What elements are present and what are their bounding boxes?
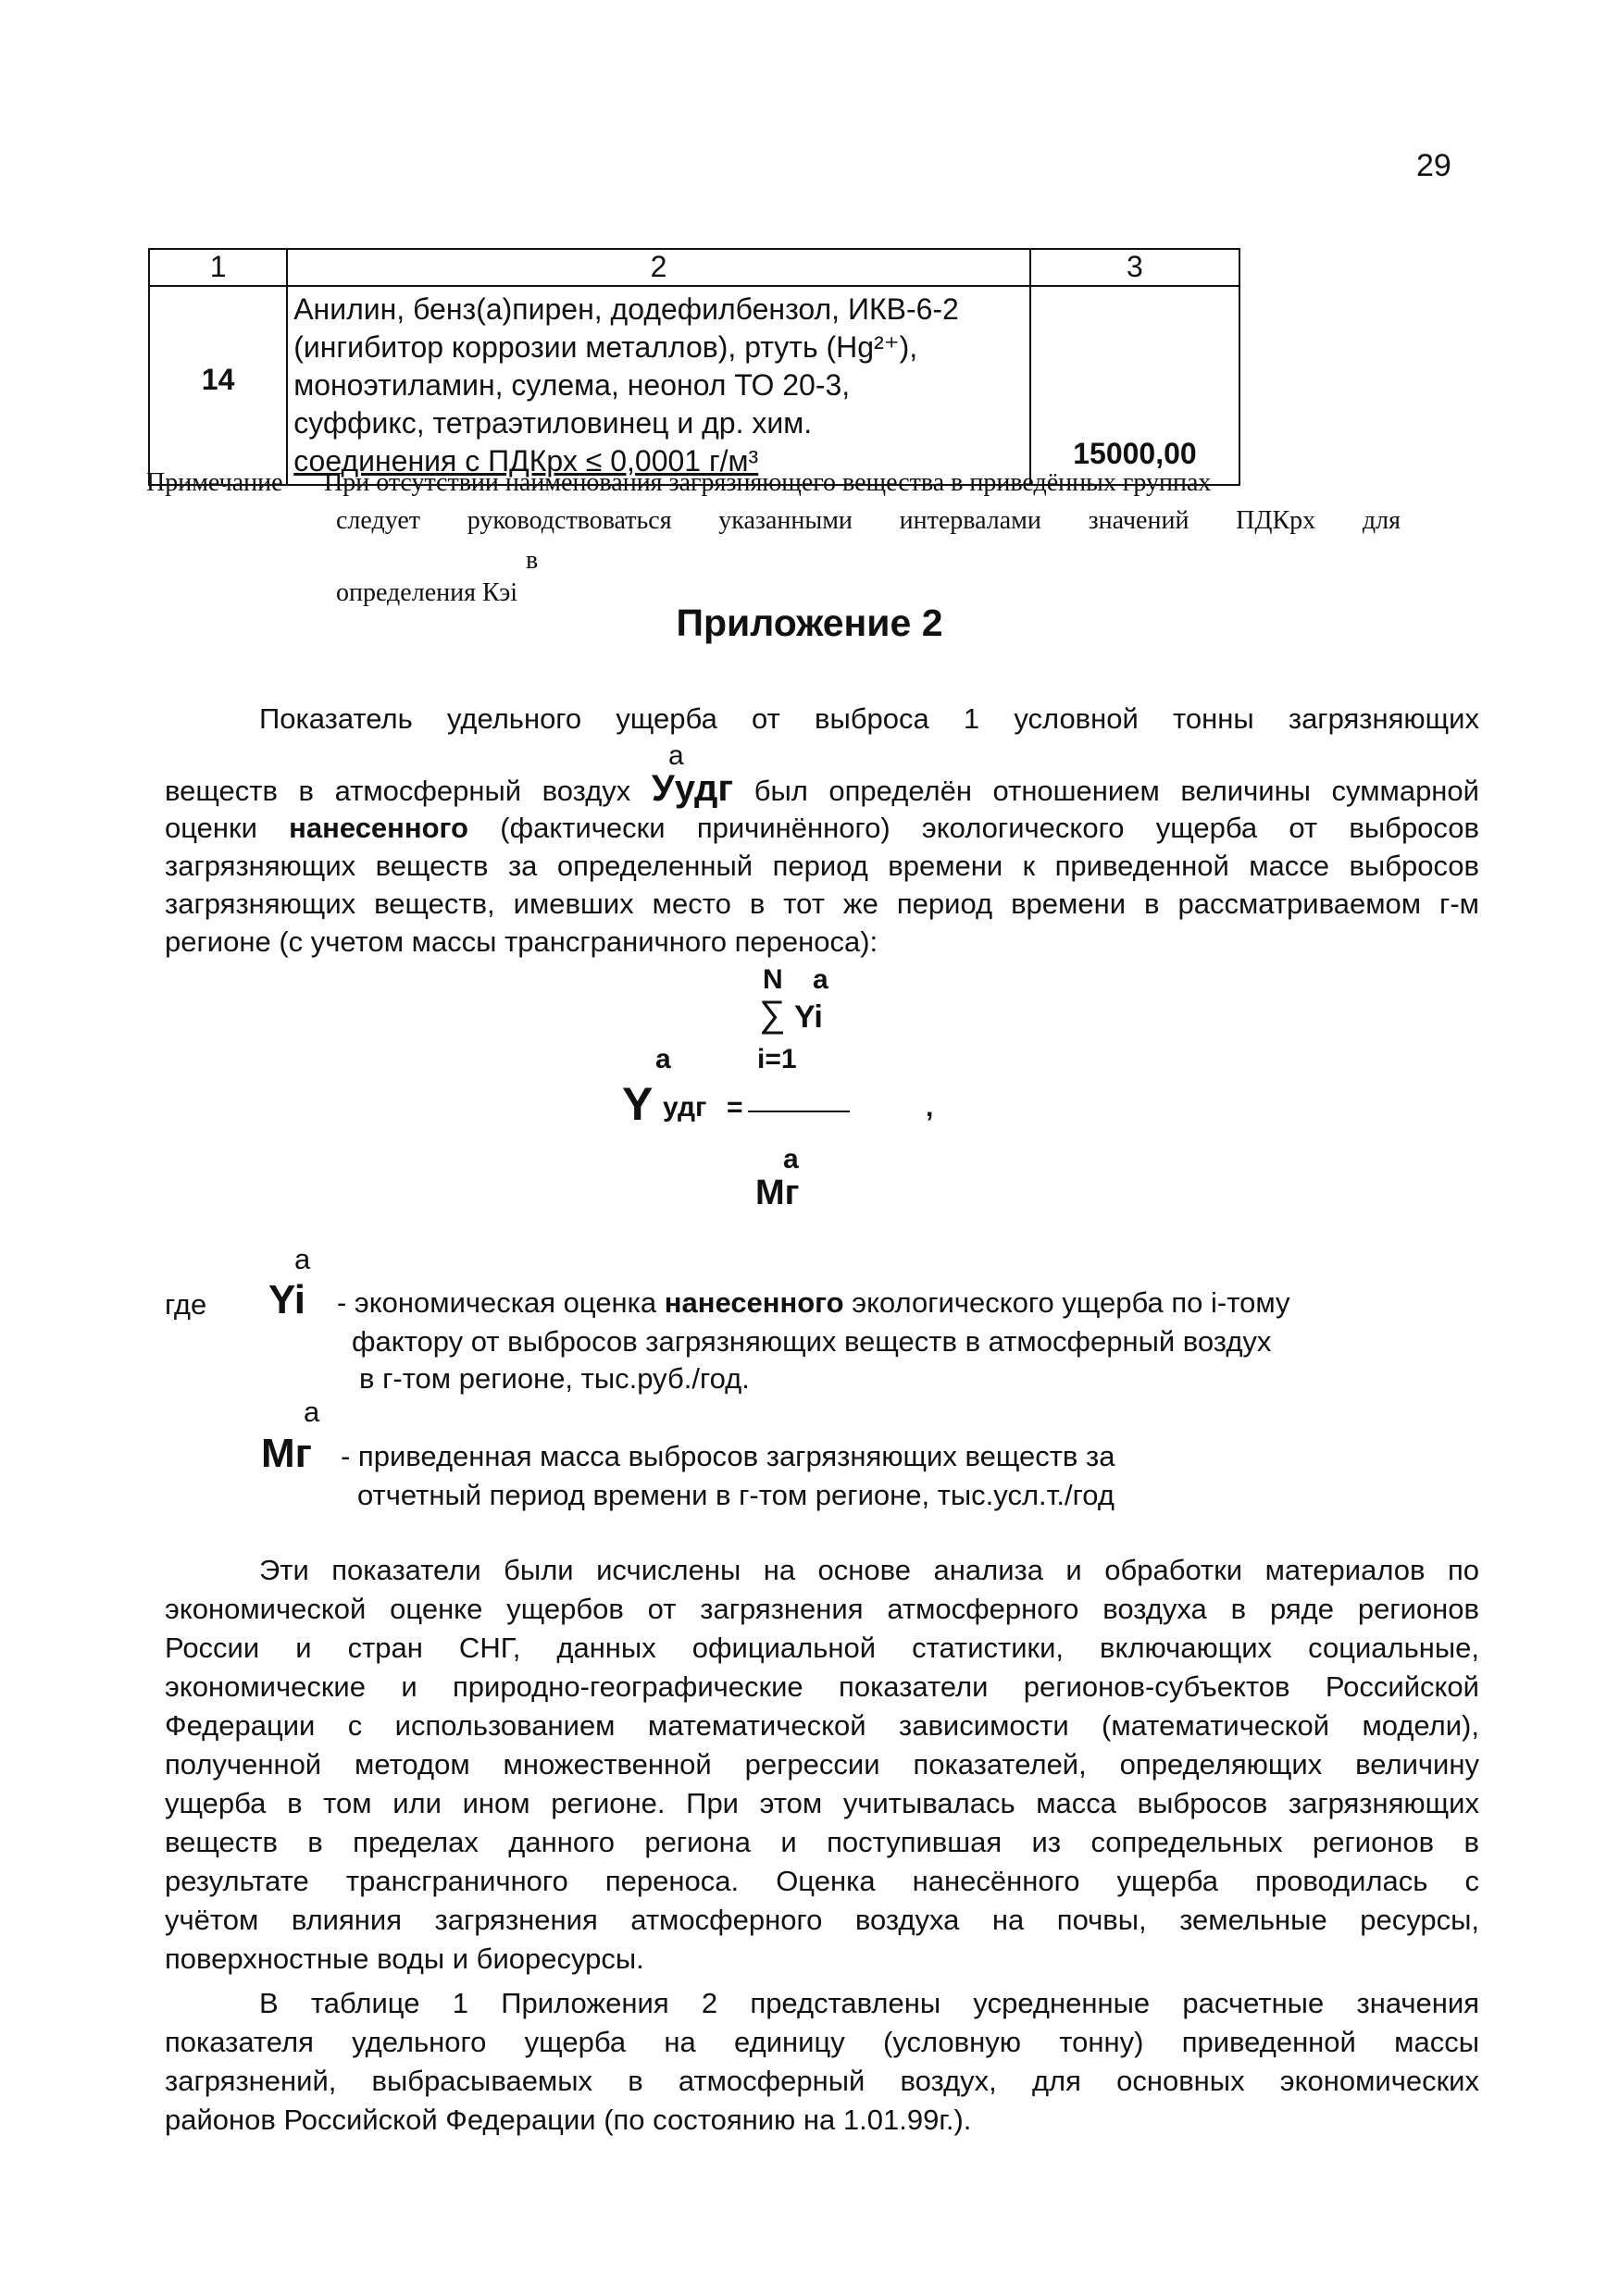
superscript-a: а	[783, 1144, 799, 1174]
superscript-a: а	[813, 964, 828, 995]
superscript-a: а	[304, 1396, 320, 1428]
text-span: - экономическая оценка	[337, 1286, 657, 1319]
row-number: 14	[149, 286, 287, 485]
formula-lhs-sub: удг	[663, 1092, 707, 1123]
page-number: 29	[1416, 148, 1451, 183]
bold-text: нанесенного	[289, 812, 468, 844]
paragraph-line: поверхностные воды и биоресурсы.	[165, 1942, 644, 1975]
table-header-cell: 2	[287, 249, 1030, 286]
table-header-cell: 1	[149, 249, 287, 286]
legend-line	[337, 1286, 1290, 1320]
table-row	[149, 286, 1239, 485]
legend-line: отчетный период времени в г-том регионе, тыс.усл.т./год	[357, 1479, 1115, 1511]
paragraph-line: учётом влияния загрязнения атмосферного воздуха на почвы, земельные ресурсы,	[165, 1904, 1479, 1936]
text-span: веществ в атмосферный воздух	[165, 775, 631, 807]
equals-sign: =	[727, 1092, 743, 1123]
text-span: был определён отношением величины суммарной	[753, 775, 1479, 807]
paragraph-line: районов Российской Федерации (по состоянию на 1.01.99г.).	[165, 2104, 972, 2136]
specific-damage-symbol: Уудг	[651, 768, 734, 809]
paragraph-line: регионе (с учетом массы трансграничного переноса):	[165, 925, 878, 958]
sum-lower-limit: i=1	[757, 1044, 797, 1074]
sum-upper-limit: N	[763, 964, 783, 995]
paragraph-line: ущерба в том или ином регионе. При этом учитывалась масса выбросов загрязняющих	[165, 1787, 1479, 1819]
text-span: экологического ущерба по i-тому	[852, 1286, 1290, 1319]
superscript-a: а	[294, 1243, 311, 1275]
paragraph-line: Показатель удельного ущерба от выброса 1 условной тонны загрязняющих	[259, 702, 1479, 735]
superscript-a: а	[668, 740, 684, 771]
coefficient-value: 15000,00	[1030, 286, 1239, 485]
paragraph-line: Эти показатели были исчислены на основе анализа и обработки материалов по	[259, 1554, 1479, 1586]
y-symbol: Yi	[268, 1277, 305, 1322]
substance-line: соединения с ПДКрх ≤ 0,0001 г/м³	[293, 444, 759, 478]
note-label: Примечание	[146, 468, 283, 497]
substance-line: Анилин, бенз(а)пирен, додефилбензол, ИКВ-6-2	[293, 292, 959, 326]
legend-line: в г-том регионе, тыс.руб./год.	[359, 1362, 750, 1395]
note-line: следует руководствоваться указанными интервалами значений ПДКрх для	[336, 506, 1401, 535]
legend-line: - приведенная масса выбросов загрязняющих веществ за	[341, 1440, 1115, 1472]
fraction-bar	[748, 1111, 850, 1112]
pollutant-table	[148, 248, 1240, 486]
paragraph-line: веществ в пределах данного региона и поступившая из сопредельных регионов в	[165, 1826, 1479, 1858]
where-label: где	[165, 1288, 207, 1321]
m-symbol: Мг	[261, 1431, 312, 1476]
paragraph-line	[165, 770, 1479, 810]
paragraph-line: экономической оценке ущербов от загрязнения атмосферного воздуха в ряде регионов	[165, 1593, 1479, 1625]
text-span: (фактически причинённого) экологического ущерба от выбросов	[500, 812, 1479, 844]
paragraph-line: загрязняющих веществ, имевших место в тот же период времени в рассматриваемом г-м	[165, 887, 1479, 920]
paragraph-line: загрязнений, выбрасываемых в атмосферный воздух, для основных экономических	[165, 2065, 1479, 2097]
substance-line: моноэтиламин, сулема, неонол ТО 20-3,	[293, 368, 851, 402]
appendix-heading: Приложение 2	[676, 602, 943, 644]
text-span: оценки	[165, 812, 257, 844]
paragraph-line: Федерации с использованием математической зависимости (математической модели),	[165, 1709, 1479, 1742]
substance-list-cell	[287, 286, 1030, 485]
bold-text: нанесенного	[664, 1286, 844, 1319]
table-header-row	[149, 249, 1239, 286]
formula-lhs: Y	[622, 1078, 654, 1130]
note-line: При отсутствии наименования загрязняющего вещества в приведённых группах	[324, 468, 1212, 497]
superscript-a: а	[655, 1044, 671, 1074]
formula-denominator: Мг	[755, 1173, 800, 1212]
paragraph-line	[165, 809, 1479, 847]
paragraph-line: В таблице 1 Приложения 2 представлены усредненные расчетные значения	[259, 1987, 1479, 2019]
paragraph-line: загрязняющих веществ за определенный период времени к приведенной массе выбросов	[165, 850, 1479, 882]
sum-sign: ∑	[759, 994, 786, 1035]
sum-term: Yi	[794, 999, 823, 1035]
paragraph-line: России и стран СНГ, данных официальной статистики, включающих социальные,	[165, 1632, 1479, 1664]
paragraph-line: полученной методом множественной регрессии показателей, определяющих величину	[165, 1748, 1479, 1781]
substance-line: (ингибитор коррозии металлов), ртуть (Hg²⁺),	[293, 330, 918, 364]
note-line: определения Кэi	[336, 578, 518, 607]
substance-line: суффикс, тетраэтиловинец и др. хим.	[293, 406, 813, 440]
paragraph-line: результате трансграничного переноса. Оценка нанесённого ущерба проводилась с	[165, 1865, 1479, 1897]
paragraph-line: показателя удельного ущерба на единицу (условную тонну) приведенной массы	[165, 2026, 1479, 2058]
formula-comma: ,	[926, 1092, 934, 1123]
table-header-cell: 3	[1030, 249, 1239, 286]
legend-line: фактору от выбросов загрязняющих веществ в атмосферный воздух	[352, 1325, 1272, 1358]
paragraph-line: экономические и природно-географические показатели регионов-субъектов Российской	[165, 1670, 1479, 1703]
note-line: в	[526, 546, 539, 575]
